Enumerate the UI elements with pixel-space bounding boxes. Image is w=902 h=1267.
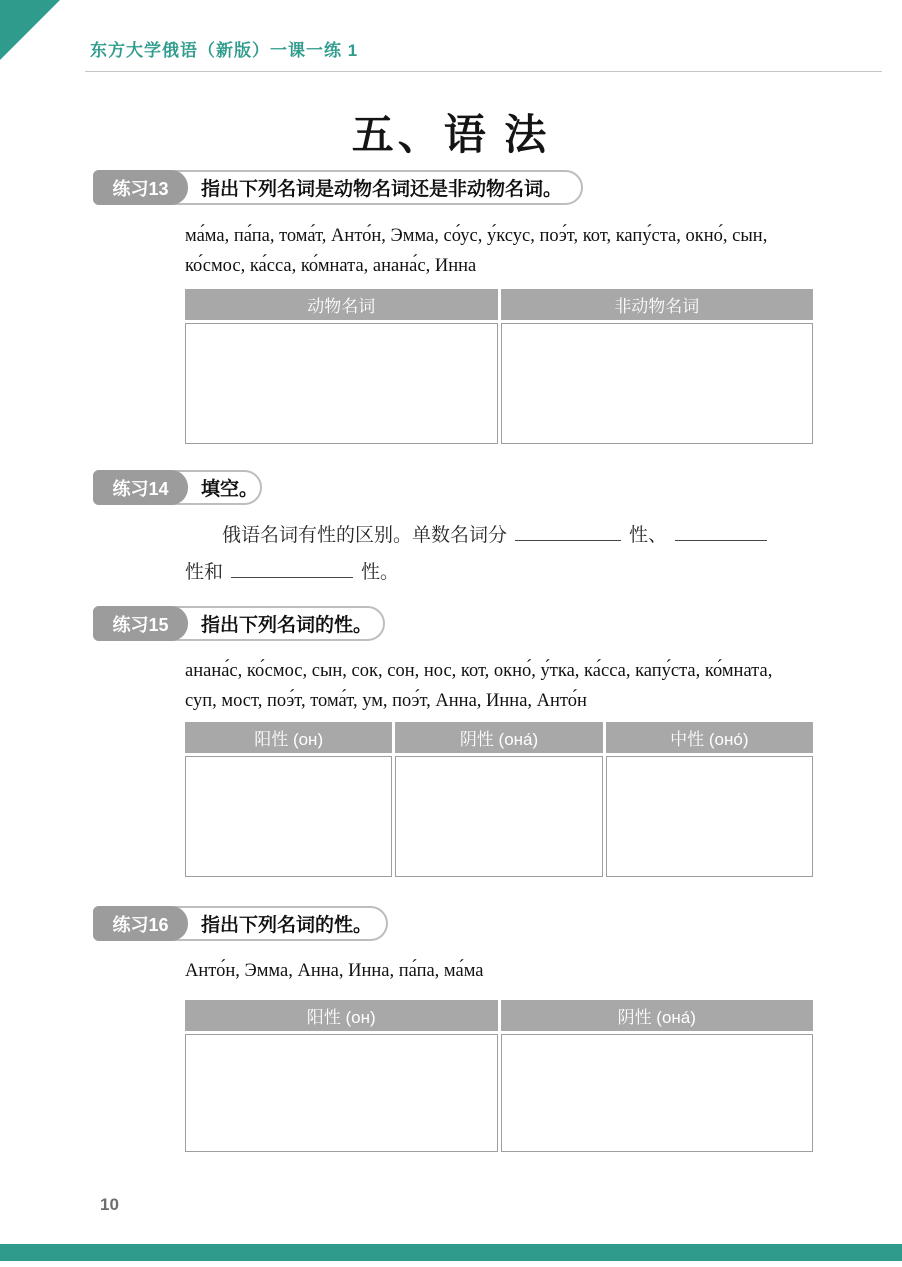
exercise14-fill-line2-after: 性。	[361, 562, 400, 583]
exercise16-label-badge: 练习16	[93, 906, 188, 941]
exercise15-instruction: 指出下列名词的性。	[201, 615, 373, 636]
exercise14-fill-line1-text: 俄语名词有性的区别。单数名词分	[222, 525, 508, 546]
book-header-title: 东方大学俄语（新版）一课一练 1	[90, 41, 359, 60]
exercise13-column-header-animate: 动物名词	[185, 289, 498, 320]
exercise13-instruction: 指出下列名词是动物名词还是非动物名词。	[201, 179, 563, 200]
exercise15-column-header-masculine: 阳性 (он)	[185, 722, 392, 753]
exercise14-blank-1	[515, 524, 621, 541]
exercise14-fill-line1	[222, 524, 767, 548]
exercise15-column-header-neuter: 中性 (оно́)	[606, 722, 813, 753]
exercise13-column-header-inanimate: 非动物名词	[501, 289, 814, 320]
exercise14-fill-line1-after: 性、	[629, 525, 668, 546]
exercise14-blank-3	[231, 561, 353, 578]
page-number: 10	[100, 1195, 119, 1214]
exercise15-answer-cell-masculine	[185, 756, 392, 877]
section-title: 五、语 法	[351, 113, 551, 159]
exercise15-column-header-feminine: 阴性 (она́)	[395, 722, 602, 753]
exercise16-wordlist-line1: Анто́н, Эмма, Анна, Инна, па́па, ма́ма	[185, 961, 484, 981]
exercise13-answer-cell-animate	[185, 323, 498, 444]
exercise15-label-badge: 练习15	[93, 606, 188, 641]
exercise14-fill-line2	[185, 561, 399, 585]
exercise15-wordlist-line2: суп, мост, поэ́т, тома́т, ум, поэ́т, Анна, Инна, Анто́н	[185, 691, 587, 711]
footer-accent-bar	[0, 1244, 902, 1261]
exercise15-answer-cell-neuter	[606, 756, 813, 877]
exercise14-fill-line2-text: 性和	[185, 562, 224, 583]
exercise13-wordlist	[185, 221, 767, 281]
exercise16-answer-cell-feminine	[501, 1034, 814, 1152]
exercise14-label-badge: 练习14	[93, 470, 188, 505]
exercise15-wordlist	[185, 656, 772, 716]
exercise15-answer-table	[185, 722, 813, 877]
corner-accent-triangle	[0, 0, 60, 60]
exercise14-instruction: 填空。	[201, 479, 259, 500]
exercise13-label-badge: 练习13	[93, 170, 188, 205]
exercise16-instruction: 指出下列名词的性。	[201, 915, 373, 936]
exercise16-answer-cell-masculine	[185, 1034, 498, 1152]
exercise13-answer-cell-inanimate	[501, 323, 814, 444]
exercise15-answer-cell-feminine	[395, 756, 602, 877]
exercise16-wordlist	[185, 956, 484, 986]
exercise16-column-header-masculine: 阳性 (он)	[185, 1000, 498, 1031]
exercise13-wordlist-line2: ко́смос, ка́сса, ко́мната, анана́с, Инна	[185, 256, 477, 276]
exercise16-answer-table	[185, 1000, 813, 1152]
exercise14-blank-2	[675, 524, 767, 541]
exercise15-wordlist-line1: анана́с, ко́смос, сын, сок, сон, нос, кот, окно́, у́тка, ка́сса, капу́ста, ко́мната,	[185, 661, 773, 681]
exercise16-column-header-feminine: 阴性 (она́)	[501, 1000, 814, 1031]
header-divider	[85, 71, 882, 72]
exercise13-wordlist-line1: ма́ма, па́па, тома́т, Анто́н, Эмма, со́ус, у́ксус, поэ́т, кот, капу́ста, окно́, сын,	[185, 226, 768, 246]
exercise13-answer-table	[185, 289, 813, 444]
